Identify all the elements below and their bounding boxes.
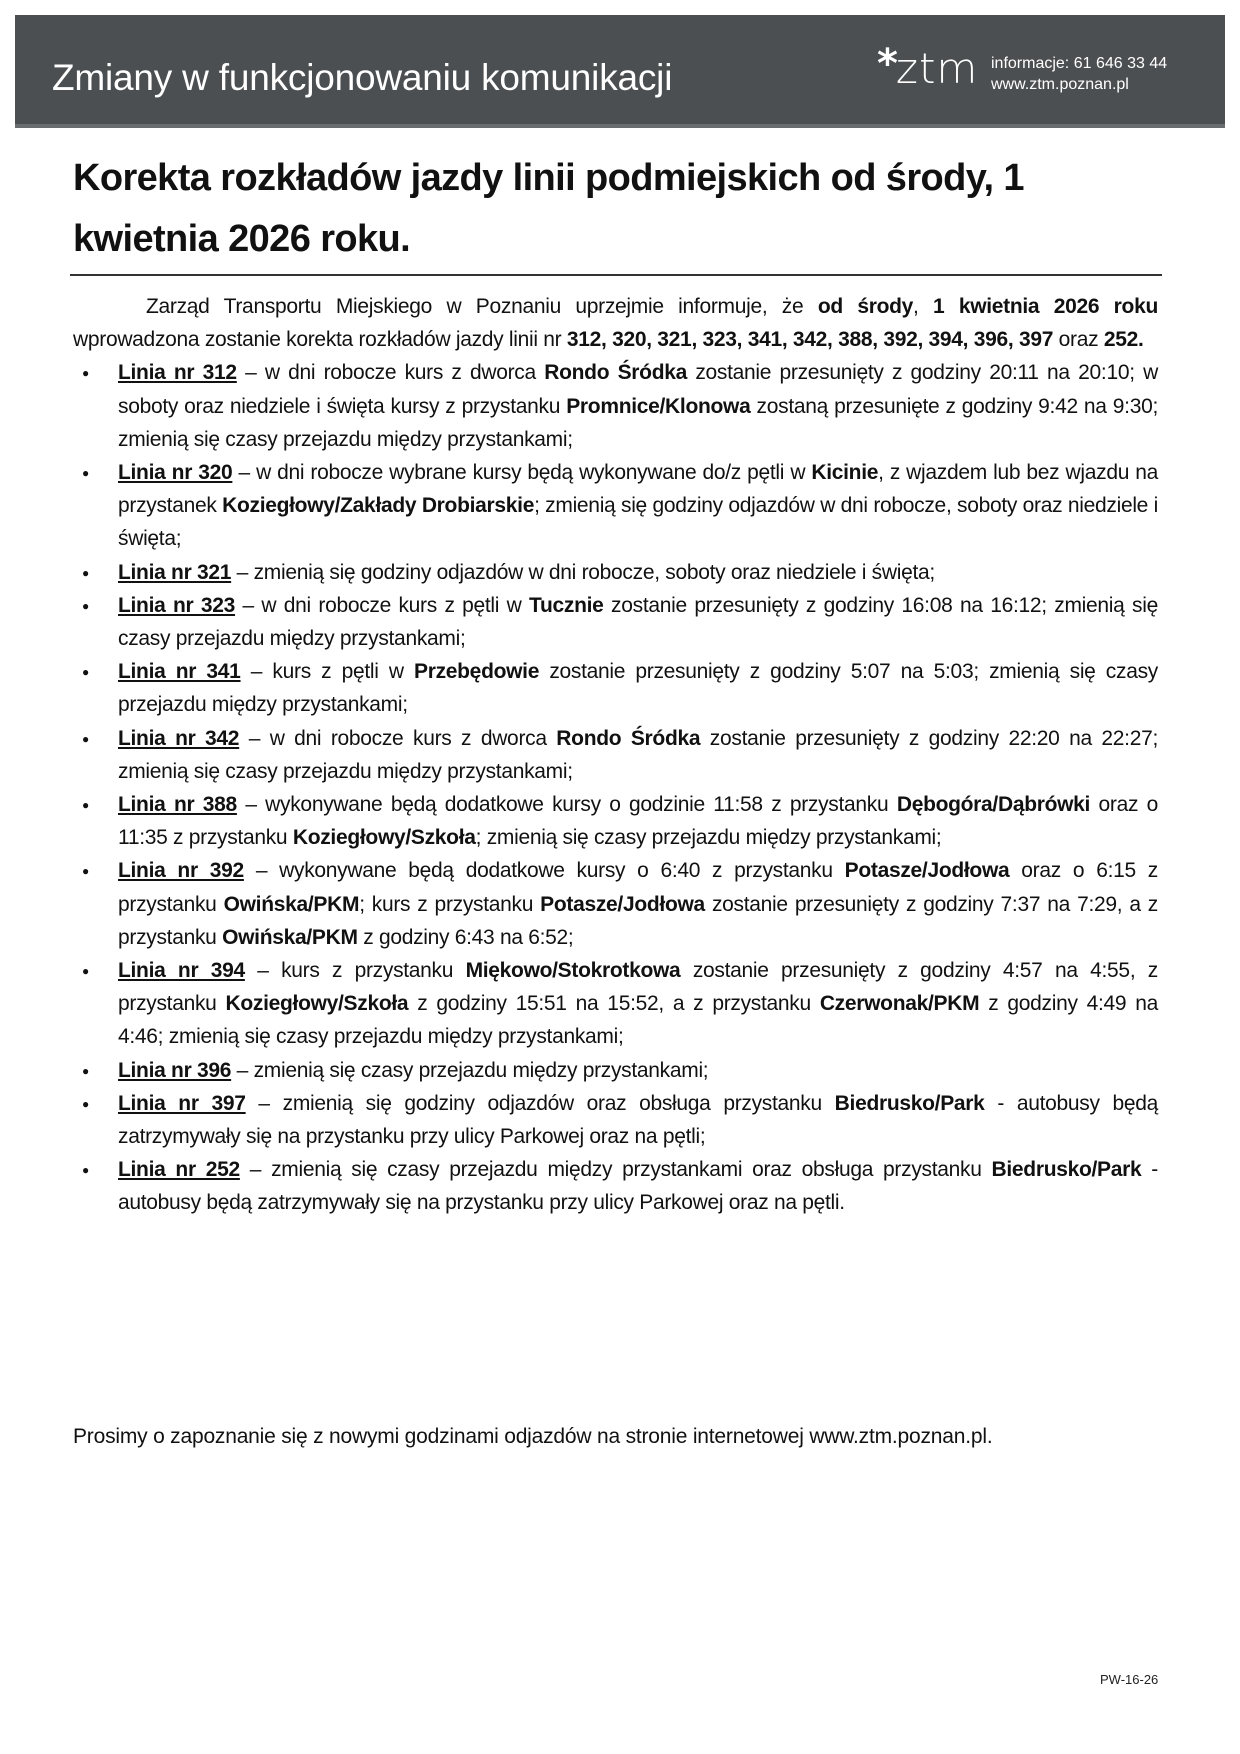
phone-info: informacje: 61 646 33 44	[991, 55, 1168, 72]
item-text: oraz o 11:35 z przystanku	[118, 793, 1158, 850]
list-item	[73, 1054, 1158, 1087]
bullet-icon: ●	[82, 731, 89, 746]
list-item	[73, 456, 1158, 556]
stop-name: Miękowo/Stokrotkowa	[465, 959, 681, 983]
stop-name: Kicinie	[811, 461, 879, 485]
intro-date-weekday: od środy	[817, 295, 914, 318]
item-text: zostanie przesunięty z godziny 16:08 na 16:12; zmienią się czasy przejazdu między przystankami;	[118, 593, 1158, 651]
stop-name: Biedrusko/Park	[834, 1091, 985, 1115]
item-text: – zmienią się godziny odjazdów oraz obsługa przystanku	[245, 1091, 835, 1115]
item-text: – zmienią się czasy przejazdu między przystankami;	[231, 1058, 709, 1082]
intro-last-line: 252.	[1103, 328, 1144, 352]
list-item	[73, 854, 1158, 954]
contact-info	[991, 53, 1167, 95]
bullet-icon: ●	[82, 1163, 89, 1178]
line-label: Linia nr 321	[118, 560, 232, 584]
bullet-icon: ●	[82, 466, 89, 481]
item-text: zostanie przesunięty z godziny 7:37 na 7:29, a z przystanku	[118, 892, 1158, 949]
closing-paragraph: Prosimy o zapoznanie się z nowymi godzinami odjazdów na stronie internetowej www.ztm.poznan.pl.	[73, 1425, 993, 1448]
item-text: - autobusy będą zatrzymywały się na przystanku przy ulicy Parkowej oraz na pętli.	[118, 1158, 1158, 1215]
stop-name: Rondo Śródka	[544, 361, 687, 385]
list-item	[73, 589, 1158, 655]
stop-name: Potasze/Jodłowa	[540, 892, 705, 916]
line-label: Linia nr 341	[118, 660, 241, 684]
item-text: zostanie przesunięty z godziny 5:07 na 5:03; zmienią się czasy przejazdu między przystankami;	[118, 660, 1158, 717]
item-text: – w dni robocze kurs z pętli w	[235, 593, 530, 617]
intro-text: ,	[913, 295, 933, 318]
intro-text: wprowadzona zostanie korekta rozkładów jazdy linii nr	[73, 328, 567, 352]
item-text: – w dni robocze wybrane kursy będą wykonywane do/z pętli w	[232, 461, 812, 485]
stop-name: Owińska/PKM	[222, 925, 358, 949]
item-text: – zmienią się godziny odjazdów w dni robocze, soboty oraz niedziele i święta;	[231, 560, 935, 584]
item-text: zostanie przesunięty z godziny 22:20 na 22:27; zmienią się czasy przejazdu między przystankami;	[118, 726, 1158, 783]
item-text: – kurs z pętli w	[240, 660, 414, 684]
item-text: z godziny 6:43 na 6:52;	[357, 925, 574, 949]
ztm-logo	[877, 41, 979, 93]
item-text: ; zmienią się godziny odjazdów w dni robocze, soboty oraz niedziele i święta;	[118, 494, 1158, 551]
stop-name: Potasze/Jodłowa	[844, 859, 1010, 883]
line-changes-list	[73, 356, 1158, 1219]
line-label: Linia nr 323	[118, 593, 236, 617]
line-label: Linia nr 397	[118, 1091, 246, 1115]
stop-name: Koziegłowy/Szkoła	[225, 992, 409, 1016]
bullet-icon: ●	[82, 366, 89, 381]
item-text: – w dni robocze kurs z dworca	[236, 361, 545, 385]
line-label: Linia nr 388	[118, 793, 237, 817]
stop-name: Biedrusko/Park	[991, 1158, 1142, 1182]
list-item	[73, 1087, 1158, 1153]
item-text: zostanie przesunięty z godziny 4:57 na 4:55, z przystanku	[118, 959, 1158, 1016]
line-label: Linia nr 392	[118, 859, 244, 883]
header-banner	[15, 15, 1225, 128]
list-item	[73, 655, 1158, 721]
stop-name: Rondo Śródka	[556, 726, 701, 750]
list-item	[73, 1153, 1158, 1219]
website-link[interactable]: www.ztm.poznan.pl	[991, 76, 1129, 93]
bullet-icon: ●	[82, 798, 89, 813]
item-text: – wykonywane będą dodatkowe kursy o godzinie 11:58 z przystanku	[236, 793, 897, 817]
bullet-icon: ●	[82, 864, 89, 879]
item-text: zostanie przesunięty z godziny 20:11 na 20:10; w soboty oraz niedziele i święta kursy z przystanku	[118, 361, 1158, 418]
list-item	[73, 356, 1158, 456]
item-text: , z wjazdem lub bez wjazdu na przystanek	[118, 461, 1158, 518]
item-text: - autobusy będą zatrzymywały się na przystanku przy ulicy Parkowej oraz na pętli;	[118, 1091, 1158, 1149]
stop-name: Przebędowie	[414, 660, 540, 684]
line-label: Linia nr 312	[118, 361, 237, 385]
item-text: – w dni robocze kurs z dworca	[239, 726, 557, 750]
line-label: Linia nr 320	[118, 461, 233, 485]
line-label: Linia nr 394	[118, 959, 245, 983]
stop-name: Koziegłowy/Szkoła	[292, 826, 476, 850]
asterisk-icon: *	[877, 41, 898, 87]
intro-text: oraz	[1053, 328, 1104, 352]
intro-line-numbers: 312, 320, 321, 323, 341, 342, 388, 392, 394, 396, 397	[566, 328, 1054, 352]
item-text: – zmienią się czasy przejazdu między przystankami oraz obsługa przystanku	[239, 1158, 992, 1182]
item-text: ; kurs z przystanku	[359, 892, 541, 916]
document-code: PW-16-26	[1100, 1672, 1159, 1687]
bullet-icon: ●	[82, 1096, 89, 1111]
stop-name: Promnice/Klonowa	[566, 394, 751, 418]
line-label: Linia nr 252	[118, 1158, 240, 1182]
item-text: z godziny 4:49 na 4:46; zmienią się czasy przejazdu między przystankami;	[118, 992, 1158, 1049]
title-divider	[70, 274, 1162, 276]
item-text: zostaną przesunięte z godziny 9:42 na 9:30; zmienią się czasy przejazdu między przystankami;	[118, 394, 1158, 451]
stop-name: Koziegłowy/Zakłady Drobiarskie	[222, 494, 535, 518]
list-item	[73, 556, 1158, 589]
item-text: ; zmienią się czasy przejazdu między przystankami;	[475, 826, 942, 850]
stop-name: Owińska/PKM	[223, 892, 360, 916]
stop-name: Dębogóra/Dąbrówki	[896, 793, 1091, 817]
list-item	[73, 954, 1158, 1054]
list-item	[73, 722, 1158, 788]
bullet-icon: ●	[82, 665, 89, 680]
intro-date: 1 kwietnia 2026 roku	[933, 295, 1158, 318]
line-label: Linia nr 396	[118, 1058, 232, 1082]
logo-text: ztm	[895, 44, 979, 93]
stop-name: Czerwonak/PKM	[819, 992, 980, 1016]
item-text: oraz o 6:15 z przystanku	[118, 859, 1158, 916]
bullet-icon: ●	[82, 964, 89, 979]
bullet-icon: ●	[82, 598, 89, 613]
line-label: Linia nr 342	[118, 726, 240, 750]
list-item	[73, 788, 1158, 854]
bullet-icon: ●	[82, 565, 89, 580]
item-text: z godziny 15:51 na 15:52, a z przystanku	[408, 992, 820, 1016]
item-text: – wykonywane będą dodatkowe kursy o 6:40 z przystanku	[243, 859, 845, 883]
intro-paragraph	[73, 290, 1158, 356]
stop-name: Tucznie	[529, 593, 604, 617]
page-title: Korekta rozkładów jazdy linii podmiejskich od środy, 1 kwietnia 2026 roku.	[73, 157, 1024, 260]
bullet-icon: ●	[82, 1063, 89, 1078]
header-title: Zmiany w funkcjonowaniu komunikacji	[52, 57, 673, 98]
item-text: – kurs z przystanku	[244, 959, 466, 983]
document-body	[73, 290, 1158, 1220]
intro-text: Zarząd Transportu Miejskiego w Poznaniu uprzejmie informuje, że	[146, 295, 818, 318]
